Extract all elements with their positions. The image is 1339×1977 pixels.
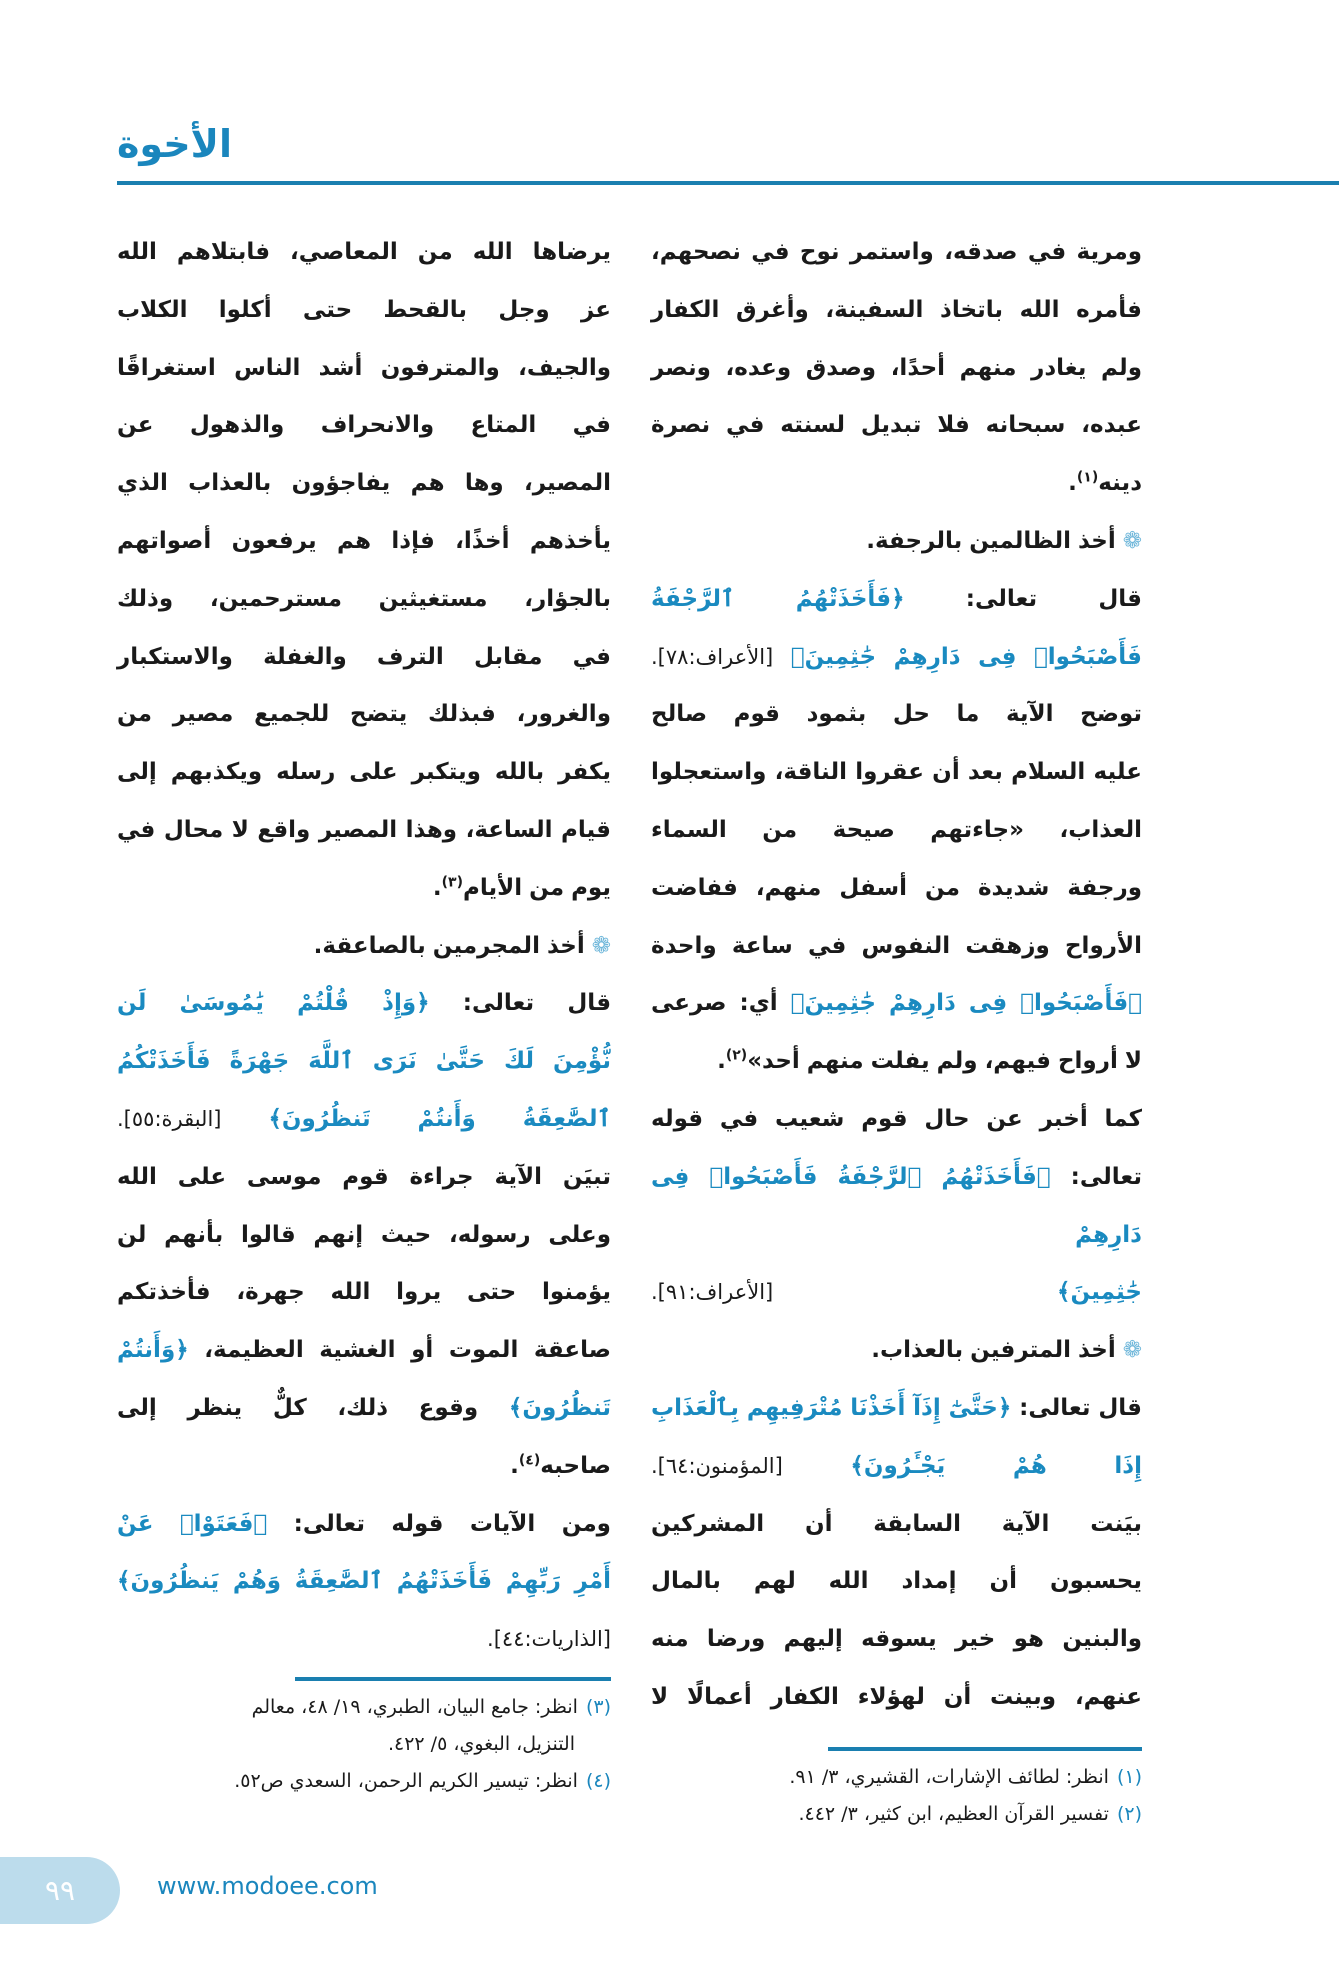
quran-verse: فَأَصْبَحُوا۟ فِى دَارِهِمْ جَٰثِمِينَ﴾ [773, 643, 1142, 670]
text-line [651, 686, 1142, 744]
left-column [117, 224, 611, 1800]
text-line [117, 571, 611, 629]
text-segment: قال تعالى: [1011, 1394, 1142, 1421]
text-segment: يكفر بالله ويتكبر على رسله ويكذبهم إلى [117, 759, 611, 786]
text-segment: وعلى رسوله، حيث إنهم قالوا بأنهم لن [117, 1221, 611, 1248]
footnotes-left [117, 1689, 611, 1800]
text-line [117, 340, 611, 398]
text-line [651, 860, 1142, 918]
text-segment: يرضاها الله من المعاصي، فابتلاهم الله [117, 239, 611, 265]
footnote-divider-left [295, 1677, 611, 1681]
text-line [117, 975, 611, 1033]
text-line [651, 224, 1142, 282]
page-footer [0, 1857, 1339, 1977]
verse-reference: [الذاريات:٤٤]. [487, 1627, 611, 1652]
text-line [117, 744, 611, 802]
text-line [117, 397, 611, 455]
quran-verse: إِذَا هُمْ يَجْـَٔرُونَ﴾ [782, 1452, 1142, 1479]
quran-verse: ٱلصَّٰعِقَةُ وَأَنتُمْ تَنظُرُونَ﴾ [221, 1105, 611, 1132]
text-line [117, 1091, 611, 1149]
text-line [651, 1149, 1142, 1265]
text-line [651, 802, 1142, 860]
text-segment: عبده، سبحانه فلا تبديل لسنته في نصرة [651, 412, 1142, 439]
footnote-4 [117, 1763, 611, 1800]
footnote-number: (٣) [585, 1695, 611, 1718]
text-line [651, 1380, 1142, 1438]
footnote-3 [117, 1689, 611, 1726]
quran-verse: ﴿حَتَّىٰٓ إِذَآ أَخَذْنَا مُتْرَفِيهِم بِٱلْعَذَابِ [651, 1394, 1012, 1421]
footnote-2 [651, 1796, 1142, 1833]
text-line [651, 282, 1142, 340]
text-segment: فأمره الله باتخاذ السفينة، وأغرق الكفار [651, 296, 1142, 323]
text-segment: . [717, 1048, 726, 1075]
body-columns [0, 224, 1339, 1833]
verse-reference: [الأعراف:٧٨]. [651, 644, 774, 669]
website-link[interactable]: www.modoee.com [157, 1871, 378, 1900]
quran-verse: جَٰثِمِينَ﴾ [773, 1279, 1142, 1306]
text-segment: تبيَن الآية جراءة قوم موسى على الله [117, 1163, 611, 1190]
text-line [651, 513, 1142, 571]
text-segment: ولم يغادر منهم أحدًا، وصدق وعده، ونصر [651, 354, 1142, 381]
footnote-3-continued: التنزيل، البغوي، ٥/ ٤٢٢. [387, 1732, 575, 1755]
text-line [117, 1033, 611, 1091]
text-line [651, 1553, 1142, 1611]
text-segment: توضح الآية ما حل بثمود قوم صالح [651, 701, 1142, 728]
text-segment: والغرور، فبذلك يتضح للجميع مصير من [117, 701, 611, 728]
left-column-text [117, 224, 611, 1669]
text-segment: لا أرواح فيهم، ولم يفلت منهم أحد» [747, 1048, 1142, 1075]
right-column [651, 224, 1142, 1833]
text-line [651, 1438, 1142, 1496]
text-segment: عز وجل بالقحط حتى أكلوا الكلاب [117, 296, 611, 323]
text-line [117, 1264, 611, 1322]
text-line [117, 1438, 611, 1496]
text-segment: في المتاع والانحراف والذهول عن [117, 412, 611, 439]
text-segment: يحسبون أن إمداد الله لهم بالمال [651, 1568, 1142, 1595]
text-line [651, 744, 1142, 802]
text-line [651, 1669, 1142, 1727]
footnote-text: انظر: جامع البيان، الطبري، ١٩/ ٤٨، معالم [251, 1695, 578, 1718]
footnote-marker: (١) [1076, 469, 1099, 486]
quran-verse: ﴿فَأَخَذَتْهُمُ ٱلرَّجْفَةُ فَأَصْبَحُوا۟ فِى دَارِهِمْ [651, 1163, 1142, 1248]
text-segment: في مقابل الترف والغفلة والاستكبار [117, 643, 611, 670]
text-line [651, 1264, 1142, 1322]
footnote-marker: (٢) [725, 1047, 748, 1064]
quran-verse: أَمْرِ رَبِّهِمْ فَأَخَذَتْهُمُ ٱلصَّٰعِقَةُ وَهُمْ يَنظُرُونَ﴾ [117, 1568, 611, 1595]
page-number: ٩٩ [0, 1857, 120, 1924]
text-line [117, 802, 611, 860]
text-segment: يؤمنوا حتى يروا الله جهرة، فأخذتكم [117, 1279, 611, 1306]
text-line [117, 513, 611, 571]
text-line [651, 975, 1142, 1033]
footnote-text: انظر: تيسير الكريم الرحمن، السعدي ص٥٢. [234, 1769, 578, 1792]
footnote-number: (٢) [1116, 1802, 1142, 1825]
right-column-text [651, 224, 1142, 1727]
text-line [117, 1207, 611, 1265]
text-line [117, 455, 611, 513]
footnote-number: (١) [1116, 1765, 1142, 1788]
text-line [117, 629, 611, 687]
text-segment: . [510, 1452, 519, 1479]
text-line [117, 282, 611, 340]
text-segment: عنهم، وبينت أن لهؤلاء الكفار أعمالًا لا [651, 1683, 1142, 1710]
text-line [117, 860, 611, 918]
footnote-number: (٤) [585, 1769, 611, 1792]
footnotes-right [651, 1759, 1142, 1833]
text-segment: بالجؤار، مستغيثين مسترحمين، وذلك [117, 585, 611, 612]
text-segment: وقوع ذلك، كلٌّ ينظر إلى [117, 1394, 509, 1421]
text-line [651, 1496, 1142, 1554]
text-segment: كما أخبر عن حال قوم شعيب في قوله [651, 1105, 1142, 1132]
text-segment: ورجفة شديدة من أسفل منهم، ففاضت [651, 874, 1142, 901]
quran-verse: ﴿وَأَنتُمْ [117, 1337, 189, 1364]
quran-verse: نُّؤْمِنَ لَكَ حَتَّىٰ نَرَى ٱللَّهَ جَهْرَةً فَأَخَذَتْكُمُ [117, 1048, 611, 1075]
text-segment: يوم من الأيام [462, 874, 611, 901]
text-line [117, 686, 611, 744]
quran-verse: ﴿فَأَخَذَتْهُمُ ٱلرَّجْفَةُ [651, 585, 905, 612]
quran-verse: ﴿فَأَصْبَحُوا۟ فِى دَارِهِمْ جَٰثِمِينَ﴾ [790, 990, 1142, 1017]
text-segment: أخذ المترفين بالعذاب. [871, 1337, 1116, 1364]
footnote-marker: (٤) [518, 1452, 541, 1469]
text-line [117, 224, 611, 282]
text-segment: أي: صرعى [651, 990, 791, 1017]
text-line [117, 1322, 611, 1380]
page-header [0, 0, 1339, 224]
text-line [651, 571, 1142, 629]
text-segment: أخذ الظالمين بالرجفة. [866, 527, 1116, 554]
text-segment: صاعقة الموت أو الغشية العظيمة، [188, 1337, 611, 1364]
flower-bullet-icon: ❁ [584, 932, 611, 959]
text-segment: المصير، وها هم يفاجؤون بالعذاب الذي [117, 470, 611, 497]
footnote-1 [651, 1759, 1142, 1796]
text-line [117, 1611, 611, 1669]
quran-verse: تَنظُرُونَ﴾ [508, 1394, 611, 1421]
text-line [651, 918, 1142, 976]
footnote-marker: (٣) [441, 874, 463, 891]
text-line [651, 629, 1142, 687]
text-line [117, 1496, 611, 1554]
text-segment: قيام الساعة، وهذا المصير واقع لا محال في [117, 816, 611, 843]
text-line [651, 1033, 1142, 1091]
text-line [651, 397, 1142, 455]
text-line [117, 1149, 611, 1207]
text-segment: ومن الآيات قوله تعالى: [267, 1510, 611, 1537]
text-segment: . [432, 874, 442, 901]
text-line [651, 455, 1142, 513]
verse-reference: [المؤمنون:٦٤]. [651, 1453, 783, 1478]
text-line [117, 1553, 611, 1611]
footnote-text: تفسير القرآن العظيم، ابن كثير، ٣/ ٤٤٢. [798, 1802, 1109, 1825]
text-line [117, 1380, 611, 1438]
text-line [651, 1322, 1142, 1380]
text-segment: قال تعالى: [904, 585, 1142, 612]
text-segment: بيَنت الآية السابقة أن المشركين [651, 1510, 1142, 1537]
text-segment: أخذ المجرمين بالصاعقة. [313, 932, 585, 959]
verse-reference: [الأعراف:٩١]. [651, 1280, 774, 1305]
text-segment: دينه [1098, 470, 1142, 497]
chapter-title: الأخوة [117, 122, 232, 166]
footnote-divider-right [828, 1747, 1142, 1751]
verse-reference: [البقرة:٥٥]. [117, 1106, 222, 1131]
text-segment: الأرواح وزهقت النفوس في ساعة واحدة [651, 932, 1142, 959]
text-segment: قال تعالى: [429, 990, 611, 1017]
text-line [651, 1611, 1142, 1669]
footnote-text: انظر: لطائف الإشارات، القشيري، ٣/ ٩١. [789, 1765, 1109, 1788]
text-segment: ومرية في صدقه، واستمر نوح في نصحهم، [651, 239, 1142, 265]
text-line [117, 918, 611, 976]
text-segment: تعالى: [1050, 1163, 1142, 1190]
text-segment: يأخذهم أخذًا، فإذا هم يرفعون أصواتهم [117, 527, 611, 554]
text-segment: صاحبه [540, 1452, 611, 1479]
quran-verse: ﴿فَعَتَوْا۟ عَنْ [117, 1510, 268, 1537]
text-segment: عليه السلام بعد أن عقروا الناقة، واستعجلوا [651, 759, 1142, 786]
text-line [651, 340, 1142, 398]
flower-bullet-icon: ❁ [1115, 527, 1142, 554]
flower-bullet-icon: ❁ [1115, 1337, 1142, 1364]
text-segment: . [1068, 470, 1077, 497]
text-line [651, 1091, 1142, 1149]
header-divider [117, 181, 1339, 185]
text-segment: والبنين هو خير يسوقه إليهم ورضا منه [651, 1626, 1142, 1653]
text-segment: والجيف، والمترفون أشد الناس استغراقًا [117, 354, 611, 381]
quran-verse: ﴿وَإِذْ قُلْتُمْ يَٰمُوسَىٰ لَن [117, 990, 430, 1017]
text-segment: العذاب، «جاءتهم صيحة من السماء [651, 816, 1142, 843]
